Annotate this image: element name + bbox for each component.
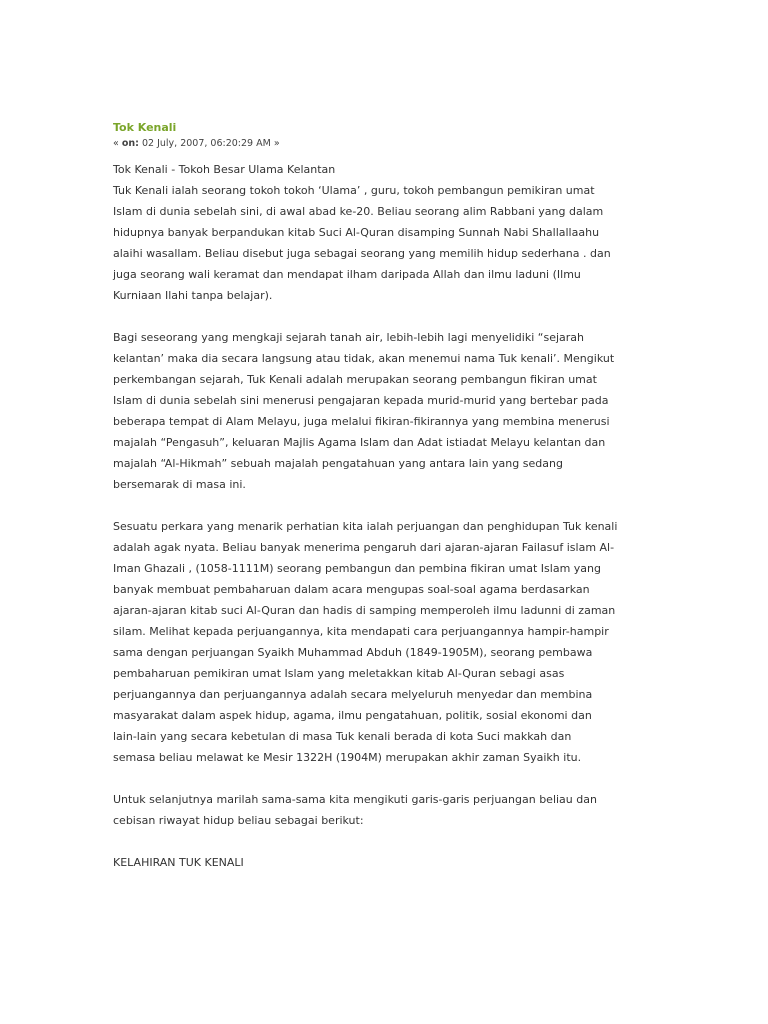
forum-post — [113, 120, 673, 894]
text-line: Sesuatu perkara yang menarik perhatian kita ialah perjuangan dan penghidupan Tuk kenali — [113, 520, 618, 533]
paragraph-5 — [113, 852, 673, 873]
text-line: alaihi wasallam. Beliau disebut juga sebagai seorang yang memilih hidup sederhana . dan — [113, 247, 611, 260]
text-line: hidupnya banyak berpandukan kitab Suci Al-Quran disamping Sunnah Nabi Shallallaahu — [113, 226, 600, 239]
paragraph-2 — [113, 327, 673, 495]
meta-close-quote: » — [273, 138, 280, 149]
section-heading: KELAHIRAN TUK KENALI — [113, 856, 244, 869]
text-line: ajaran-ajaran kitab suci Al-Quran dan hadis di samping memperoleh ilmu ladunni di zaman — [113, 604, 616, 617]
paragraph-4 — [113, 789, 673, 831]
text-line: perkembangan sejarah, Tuk Kenali adalah merupakan seorang pembangun fikiran umat — [113, 373, 597, 386]
text-line: Tuk Kenali ialah seorang tokoh tokoh ‘Ulama’ , guru, tokoh pembangun pemikiran umat — [113, 184, 595, 197]
post-title-link[interactable]: Tok Kenali — [113, 121, 177, 134]
text-line: perjuangannya dan perjuangannya adalah secara melyeluruh menyedar dan membina — [113, 688, 593, 701]
text-line: masyarakat dalam aspek hidup, agama, ilmu pengatahuan, politik, sosial ekonomi dan — [113, 709, 592, 722]
text-line: pembaharuan pemikiran umat Islam yang meletakkan kitab Al-Quran sebagi asas — [113, 667, 565, 680]
text-line: majalah “Pengasuh”, keluaran Majlis Agama Islam dan Adat istiadat Melayu kelantan dan — [113, 436, 606, 449]
meta-open-quote: « — [113, 138, 122, 149]
text-line: bersemarak di masa ini. — [113, 478, 246, 491]
post-body — [113, 159, 673, 873]
text-line: semasa beliau melawat ke Mesir 1322H (1904M) merupakan akhir zaman Syaikh itu. — [113, 751, 582, 764]
text-line: sama dengan perjuangan Syaikh Muhammad Abduh (1849-1905M), seorang pembawa — [113, 646, 593, 659]
text-line: kelantan’ maka dia secara langsung atau tidak, akan menemui nama Tuk kenali’. Mengikut — [113, 352, 615, 365]
text-line: majalah “Al-Hikmah” sebuah majalah pengatahuan yang antara lain yang sedang — [113, 457, 563, 470]
paragraph-3 — [113, 516, 673, 768]
text-line: Islam di dunia sebelah sini menerusi pengajaran kepada murid-murid yang bertebar pada — [113, 394, 609, 407]
text-line: Bagi seseorang yang mengkaji sejarah tanah air, lebih-lebih lagi menyelidiki “sejarah — [113, 331, 585, 344]
paragraph-1 — [113, 159, 673, 306]
text-line: Iman Ghazali , (1058-1111M) seorang pembangun dan pembina fikiran umat Islam yang — [113, 562, 601, 575]
text-line: lain-lain yang secara kebetulan di masa Tuk kenali berada di kota Suci makkah dan — [113, 730, 572, 743]
post-date: 02 July, 2007, 06:20:29 AM — [138, 138, 274, 149]
post-meta — [113, 137, 673, 151]
text-line: Untuk selanjutnya marilah sama-sama kita mengikuti garis-garis perjuangan beliau dan — [113, 793, 597, 806]
meta-on-label: on: — [121, 138, 139, 149]
text-line: silam. Melihat kepada perjuangannya, kita mendapati cara perjuangannya hampir-hampir — [113, 625, 609, 638]
text-line: banyak membuat pembaharuan dalam acara mengupas soal-soal agama berdasarkan — [113, 583, 590, 596]
text-line: cebisan riwayat hidup beliau sebagai berikut: — [113, 814, 364, 827]
post-subtitle: Tok Kenali - Tokoh Besar Ulama Kelantan — [113, 163, 336, 176]
text-line: adalah agak nyata. Beliau banyak menerima pengaruh dari ajaran-ajaran Failasuf islam Al- — [113, 541, 615, 554]
text-line: juga seorang wali keramat dan mendapat ilham daripada Allah dan ilmu laduni (Ilmu — [113, 268, 581, 281]
text-line: beberapa tempat di Alam Melayu, juga melalui fikiran-fikirannya yang membina menerusi — [113, 415, 610, 428]
text-line: Kurniaan Ilahi tanpa belajar). — [113, 289, 273, 302]
text-line: Islam di dunia sebelah sini, di awal abad ke-20. Beliau seorang alim Rabbani yang dalam — [113, 205, 604, 218]
